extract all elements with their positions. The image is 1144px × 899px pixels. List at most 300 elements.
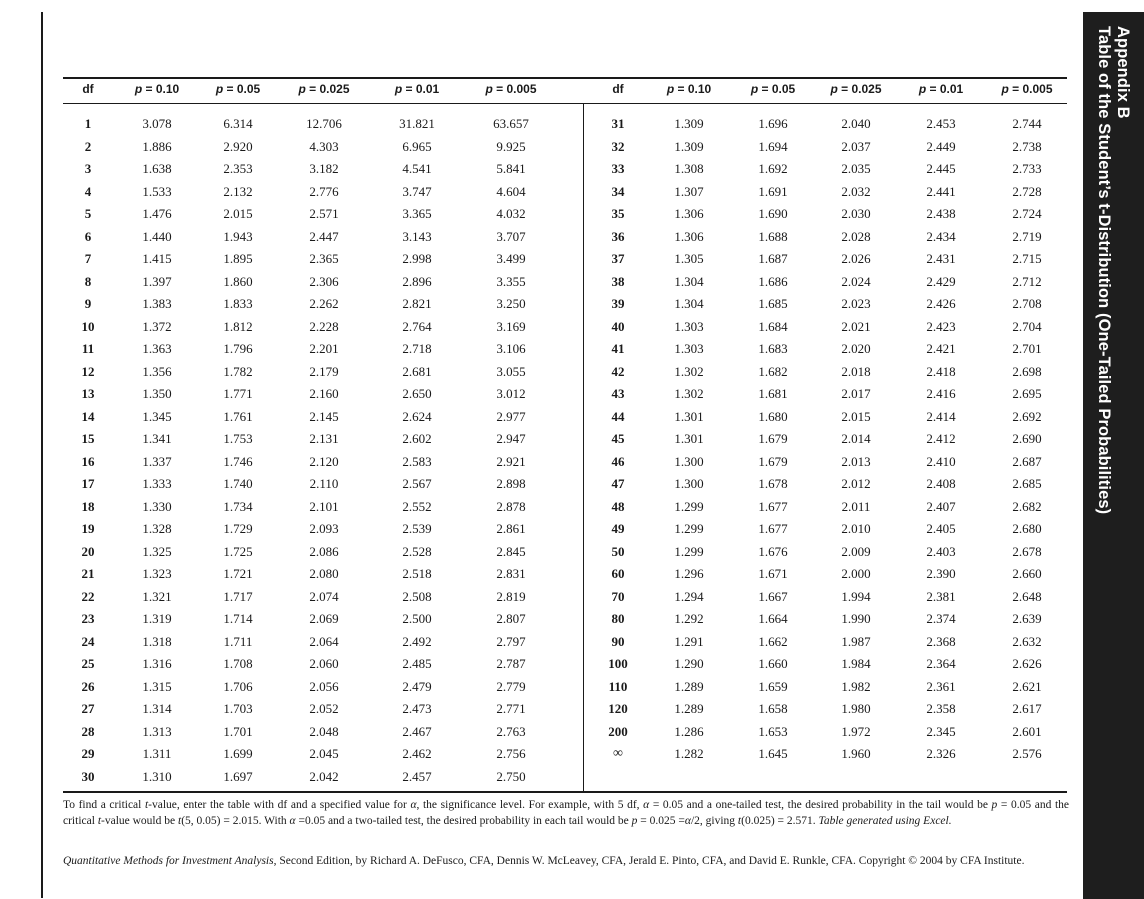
left-header-col-5: p = 0.005: [485, 82, 537, 96]
critical-value-cell: 2.037: [841, 138, 871, 154]
critical-value-cell: 4.032: [496, 206, 526, 221]
critical-value-cell: 2.920: [223, 138, 253, 154]
right-table-row: [0, 454, 1144, 476]
df-cell: 8: [84, 273, 92, 289]
right-header-col-4: p = 0.01: [918, 82, 964, 96]
df-cell: 37: [611, 251, 625, 266]
right-table-row: [0, 229, 1144, 251]
critical-value-cell: 2.064: [309, 633, 339, 649]
critical-value-cell: 1.699: [223, 746, 253, 761]
df-cell: 4: [84, 183, 92, 199]
critical-value-cell: 2.602: [402, 431, 432, 446]
critical-value-cell: 2.364: [926, 656, 956, 671]
critical-value-cell: 2.080: [309, 566, 339, 581]
critical-value-cell: 2.160: [309, 386, 339, 401]
critical-value-cell: 1.694: [758, 138, 788, 154]
appendix-title: Table of the Student’s t-Distribution (One-Tailed Probabilities): [1095, 26, 1113, 515]
critical-value-cell: 3.106: [496, 341, 526, 356]
df-cell: 7: [84, 251, 92, 266]
critical-value-cell: 1.980: [841, 701, 871, 716]
critical-value-cell: 1.316: [142, 656, 172, 671]
right-table-row: [0, 499, 1144, 521]
df-cell: 5: [84, 206, 92, 221]
critical-value-cell: 2.626: [1012, 656, 1042, 671]
right-table-row: [0, 274, 1144, 296]
critical-value-cell: 1.678: [758, 476, 788, 491]
critical-value-cell: 1.683: [758, 341, 788, 356]
critical-value-cell: 1.306: [674, 206, 704, 221]
critical-value-cell: 1.753: [223, 431, 253, 446]
critical-value-cell: 2.712: [1012, 273, 1042, 289]
left-header-col-1: p = 0.10: [134, 82, 180, 96]
critical-value-cell: 2.060: [309, 656, 339, 671]
critical-value-cell: 1.886: [142, 138, 172, 154]
critical-value-cell: 1.686: [758, 273, 788, 289]
df-cell: 20: [81, 543, 95, 559]
critical-value-cell: 1.328: [142, 521, 172, 536]
critical-value-cell: 1.708: [223, 656, 253, 671]
right-table-row: [0, 544, 1144, 566]
df-cell: 32: [611, 138, 625, 154]
critical-value-cell: 2.434: [926, 228, 956, 244]
right-table-row: [0, 139, 1144, 161]
critical-value-cell: 1.653: [758, 723, 788, 739]
critical-value-cell: 1.812: [223, 318, 253, 334]
critical-value-cell: 1.282: [674, 746, 704, 761]
left-header-col-2: p = 0.05: [215, 82, 261, 96]
critical-value-cell: 2.035: [841, 161, 871, 176]
critical-value-cell: 2.052: [309, 701, 339, 716]
critical-value-cell: 1.292: [674, 611, 704, 626]
df-cell: 70: [611, 588, 625, 604]
critical-value-cell: 1.701: [223, 723, 253, 739]
df-cell: 33: [611, 161, 625, 176]
critical-value-cell: 1.301: [674, 431, 704, 446]
critical-value-cell: 1.300: [674, 453, 704, 469]
critical-value-cell: 3.365: [402, 206, 432, 221]
critical-value-cell: 2.845: [496, 543, 526, 559]
critical-value-cell: 1.299: [674, 498, 704, 514]
critical-value-cell: 2.473: [402, 701, 432, 716]
df-cell: 12: [81, 363, 95, 379]
right-table-row: [0, 679, 1144, 701]
df-cell: 80: [611, 611, 625, 626]
critical-value-cell: 1.290: [674, 656, 704, 671]
critical-value-cell: 1.671: [758, 566, 788, 581]
right-table-row: [0, 656, 1144, 678]
df-cell: 45: [611, 431, 625, 446]
df-cell: 29: [81, 746, 95, 761]
critical-value-cell: 2.724: [1012, 206, 1042, 221]
critical-value-cell: 1.638: [142, 161, 172, 176]
critical-value-cell: 1.318: [142, 633, 172, 649]
critical-value-cell: 2.695: [1012, 386, 1042, 401]
critical-value-cell: 2.441: [926, 183, 956, 199]
critical-value-cell: 1.688: [758, 228, 788, 244]
critical-value-cell: 2.779: [496, 678, 526, 694]
critical-value-cell: 1.987: [841, 633, 871, 649]
critical-value-cell: 2.576: [1012, 746, 1042, 761]
df-cell: 30: [81, 768, 95, 784]
df-cell: 24: [81, 633, 95, 649]
critical-value-cell: 2.492: [402, 633, 432, 649]
df-cell: 19: [81, 521, 95, 536]
critical-value-cell: 1.321: [142, 588, 172, 604]
critical-value-cell: 2.449: [926, 138, 956, 154]
critical-value-cell: 2.026: [841, 251, 871, 266]
critical-value-cell: 1.341: [142, 431, 172, 446]
critical-value-cell: 2.624: [402, 408, 432, 424]
critical-value-cell: 2.024: [841, 273, 871, 289]
critical-value-cell: 2.361: [926, 678, 956, 694]
critical-value-cell: 2.678: [1012, 543, 1042, 559]
critical-value-cell: 1.356: [142, 363, 172, 379]
critical-value-cell: 2.042: [309, 768, 339, 784]
critical-value-cell: 1.303: [674, 341, 704, 356]
table-generated-note: Table generated using Excel.: [818, 815, 952, 827]
critical-value-cell: 2.708: [1012, 296, 1042, 311]
df-cell: 6: [84, 228, 92, 244]
critical-value-cell: 2.797: [496, 633, 526, 649]
critical-value-cell: 1.690: [758, 206, 788, 221]
critical-value-cell: 2.045: [309, 746, 339, 761]
critical-value-cell: 2.074: [309, 588, 339, 604]
critical-value-cell: 1.308: [674, 161, 704, 176]
right-table-row: [0, 746, 1144, 768]
critical-value-cell: 2.011: [841, 498, 871, 514]
df-cell: ∞: [613, 746, 623, 761]
source-book-title: Quantitative Methods for Investment Analysis: [63, 855, 274, 867]
critical-value-cell: 3.499: [496, 251, 526, 266]
df-cell: 25: [81, 656, 95, 671]
df-cell: 31: [611, 116, 625, 131]
critical-value-cell: 1.307: [674, 183, 704, 199]
critical-value-cell: 1.330: [142, 498, 172, 514]
right-table-row: [0, 724, 1144, 746]
critical-value-cell: 1.397: [142, 273, 172, 289]
critical-value-cell: 1.319: [142, 611, 172, 626]
critical-value-cell: 2.020: [841, 341, 871, 356]
df-cell: 200: [608, 723, 628, 739]
critical-value-cell: 2.861: [496, 521, 526, 536]
critical-value-cell: 1.301: [674, 408, 704, 424]
critical-value-cell: 2.632: [1012, 633, 1042, 649]
critical-value-cell: 2.738: [1012, 138, 1042, 154]
left-header-df: df: [82, 82, 94, 96]
critical-value-cell: 1.300: [674, 476, 704, 491]
critical-value-cell: 2.787: [496, 656, 526, 671]
right-header-col-1: p = 0.10: [666, 82, 712, 96]
critical-value-cell: 63.657: [493, 116, 529, 131]
critical-value-cell: 1.664: [758, 611, 788, 626]
df-cell: 34: [611, 183, 625, 199]
left-header-col-3: p = 0.025: [298, 82, 350, 96]
critical-value-cell: 1.299: [674, 521, 704, 536]
df-cell: 39: [611, 296, 625, 311]
critical-value-cell: 3.707: [496, 228, 526, 244]
critical-value-cell: 1.782: [223, 363, 253, 379]
critical-value-cell: 1.960: [841, 746, 871, 761]
critical-value-cell: 2.012: [841, 476, 871, 491]
df-cell: 42: [611, 363, 625, 379]
table-header-row: [0, 82, 1144, 100]
critical-value-cell: 5.841: [496, 161, 526, 176]
critical-value-cell: 2.479: [402, 678, 432, 694]
df-cell: 43: [611, 386, 625, 401]
critical-value-cell: 2.093: [309, 521, 339, 536]
critical-value-cell: 1.860: [223, 273, 253, 289]
critical-value-cell: 1.676: [758, 543, 788, 559]
critical-value-cell: 2.998: [402, 251, 432, 266]
critical-value-cell: 1.734: [223, 498, 253, 514]
critical-value-cell: 1.691: [758, 183, 788, 199]
critical-value-cell: 2.403: [926, 543, 956, 559]
df-cell: 21: [81, 566, 95, 581]
critical-value-cell: 2.776: [309, 183, 339, 199]
critical-value-cell: 2.831: [496, 566, 526, 581]
right-table-row: [0, 566, 1144, 588]
critical-value-cell: 1.994: [841, 588, 871, 604]
df-cell: 60: [611, 566, 625, 581]
critical-value-cell: 1.333: [142, 476, 172, 491]
critical-value-cell: 3.747: [402, 183, 432, 199]
df-cell: 3: [84, 161, 92, 176]
critical-value-cell: 1.302: [674, 386, 704, 401]
right-table-row: [0, 251, 1144, 273]
critical-value-cell: 1.692: [758, 161, 788, 176]
critical-value-cell: 2.262: [309, 296, 339, 311]
critical-value-cell: 1.533: [142, 183, 172, 199]
critical-value-cell: 2.010: [841, 521, 871, 536]
critical-value-cell: 1.658: [758, 701, 788, 716]
critical-value-cell: 2.682: [1012, 498, 1042, 514]
critical-value-cell: 2.421: [926, 341, 956, 356]
critical-value-cell: 1.304: [674, 273, 704, 289]
critical-value-cell: 2.690: [1012, 431, 1042, 446]
critical-value-cell: 1.476: [142, 206, 172, 221]
critical-value-cell: 2.685: [1012, 476, 1042, 491]
df-cell: 44: [611, 408, 625, 424]
critical-value-cell: 2.086: [309, 543, 339, 559]
critical-value-cell: 1.833: [223, 296, 253, 311]
critical-value-cell: 2.353: [223, 161, 253, 176]
critical-value-cell: 4.541: [402, 161, 432, 176]
critical-value-cell: 2.015: [223, 206, 253, 221]
critical-value-cell: 2.681: [402, 363, 432, 379]
critical-value-cell: 2.069: [309, 611, 339, 626]
critical-value-cell: 2.445: [926, 161, 956, 176]
critical-value-cell: 2.660: [1012, 566, 1042, 581]
critical-value-cell: 1.310: [142, 768, 172, 784]
critical-value-cell: 1.679: [758, 453, 788, 469]
left-table-row: [0, 769, 1144, 791]
critical-value-cell: 2.756: [496, 746, 526, 761]
critical-value-cell: 2.407: [926, 498, 956, 514]
right-table-row: [0, 341, 1144, 363]
critical-value-cell: 1.305: [674, 251, 704, 266]
critical-value-cell: 1.314: [142, 701, 172, 716]
critical-value-cell: 1.363: [142, 341, 172, 356]
right-table-row: [0, 206, 1144, 228]
critical-value-cell: 1.309: [674, 116, 704, 131]
critical-value-cell: 2.408: [926, 476, 956, 491]
table-bottom-rule: [63, 791, 1067, 793]
right-table-row: [0, 116, 1144, 138]
critical-value-cell: 2.014: [841, 431, 871, 446]
critical-value-cell: 2.201: [309, 341, 339, 356]
df-cell: 38: [611, 273, 625, 289]
df-cell: 28: [81, 723, 95, 739]
critical-value-cell: 2.539: [402, 521, 432, 536]
df-cell: 17: [81, 476, 95, 491]
critical-value-cell: 2.131: [309, 431, 339, 446]
df-cell: 100: [608, 656, 628, 671]
critical-value-cell: 1.313: [142, 723, 172, 739]
critical-value-cell: 1.982: [841, 678, 871, 694]
critical-value-cell: 2.110: [309, 476, 339, 491]
critical-value-cell: 1.771: [223, 386, 253, 401]
critical-value-cell: 3.078: [142, 116, 172, 131]
critical-value-cell: 2.414: [926, 408, 956, 424]
critical-value-cell: 2.639: [1012, 611, 1042, 626]
critical-value-cell: 1.761: [223, 408, 253, 424]
right-table-row: [0, 476, 1144, 498]
critical-value-cell: 1.304: [674, 296, 704, 311]
critical-value-cell: 1.323: [142, 566, 172, 581]
critical-value-cell: 2.101: [309, 498, 339, 514]
critical-value-cell: 2.650: [402, 386, 432, 401]
critical-value-cell: 1.703: [223, 701, 253, 716]
critical-value-cell: 2.552: [402, 498, 432, 514]
critical-value-cell: 2.601: [1012, 723, 1042, 739]
critical-value-cell: 1.667: [758, 588, 788, 604]
critical-value-cell: 2.821: [402, 296, 432, 311]
critical-value-cell: 1.372: [142, 318, 172, 334]
critical-value-cell: 3.182: [309, 161, 339, 176]
critical-value-cell: 2.015: [841, 408, 871, 424]
critical-value-cell: 1.984: [841, 656, 871, 671]
right-header-df: df: [612, 82, 624, 96]
df-cell: 110: [608, 678, 628, 694]
left-header-col-4: p = 0.01: [394, 82, 440, 96]
critical-value-cell: 2.763: [496, 723, 526, 739]
critical-value-cell: 1.337: [142, 453, 172, 469]
critical-value-cell: 2.715: [1012, 251, 1042, 266]
critical-value-cell: 2.567: [402, 476, 432, 491]
critical-value-cell: 1.289: [674, 701, 704, 716]
critical-value-cell: 2.977: [496, 408, 526, 424]
critical-value-cell: 2.410: [926, 453, 956, 469]
critical-value-cell: 2.018: [841, 363, 871, 379]
df-cell: 47: [611, 476, 625, 491]
critical-value-cell: 12.706: [306, 116, 342, 131]
right-table-row: [0, 431, 1144, 453]
critical-value-cell: 2.009: [841, 543, 871, 559]
df-cell: 13: [81, 386, 95, 401]
critical-value-cell: 1.682: [758, 363, 788, 379]
critical-value-cell: 2.744: [1012, 116, 1042, 131]
critical-value-cell: 1.645: [758, 746, 788, 761]
critical-value-cell: 3.355: [496, 273, 526, 289]
critical-value-cell: 2.056: [309, 678, 339, 694]
critical-value-cell: 1.299: [674, 543, 704, 559]
critical-value-cell: 2.457: [402, 768, 432, 784]
critical-value-cell: 2.718: [402, 341, 432, 356]
critical-value-cell: 1.294: [674, 588, 704, 604]
critical-value-cell: 2.692: [1012, 408, 1042, 424]
critical-value-cell: 2.719: [1012, 228, 1042, 244]
critical-value-cell: 1.740: [223, 476, 253, 491]
df-cell: 26: [81, 678, 95, 694]
critical-value-cell: 1.972: [841, 723, 871, 739]
critical-value-cell: 2.374: [926, 611, 956, 626]
critical-value-cell: 1.311: [142, 746, 172, 761]
critical-value-cell: 2.447: [309, 228, 339, 244]
critical-value-cell: 1.943: [223, 228, 253, 244]
critical-value-cell: 1.415: [142, 251, 172, 266]
critical-value-cell: 1.697: [223, 768, 253, 784]
critical-value-cell: 2.120: [309, 453, 339, 469]
df-cell: 14: [81, 408, 95, 424]
df-cell: 41: [611, 341, 625, 356]
critical-value-cell: 2.878: [496, 498, 526, 514]
df-cell: 2: [84, 138, 92, 154]
critical-value-cell: 1.714: [223, 611, 253, 626]
df-cell: 46: [611, 453, 625, 469]
critical-value-cell: 1.729: [223, 521, 253, 536]
critical-value-cell: 2.412: [926, 431, 956, 446]
critical-value-cell: 2.728: [1012, 183, 1042, 199]
critical-value-cell: 6.965: [402, 138, 432, 154]
critical-value-cell: 1.685: [758, 296, 788, 311]
right-table-row: [0, 161, 1144, 183]
df-cell: 11: [81, 341, 95, 356]
critical-value-cell: 2.040: [841, 116, 871, 131]
critical-value-cell: 1.721: [223, 566, 253, 581]
right-table-row: [0, 386, 1144, 408]
critical-value-cell: 1.990: [841, 611, 871, 626]
right-table-row: [0, 184, 1144, 206]
right-table-row: [0, 296, 1144, 318]
critical-value-cell: 2.017: [841, 386, 871, 401]
right-table-row: [0, 364, 1144, 386]
df-cell: 90: [611, 633, 625, 649]
df-cell: 15: [81, 431, 95, 446]
critical-value-cell: 4.604: [496, 183, 526, 199]
df-cell: 40: [611, 318, 625, 334]
critical-value-cell: 6.314: [223, 116, 253, 131]
critical-value-cell: 2.771: [496, 701, 526, 716]
critical-value-cell: 1.660: [758, 656, 788, 671]
critical-value-cell: 2.326: [926, 746, 956, 761]
critical-value-cell: 2.416: [926, 386, 956, 401]
critical-value-cell: 2.228: [309, 318, 339, 334]
right-header-col-5: p = 0.005: [1001, 82, 1053, 96]
critical-value-cell: 2.583: [402, 453, 432, 469]
critical-value-cell: 2.750: [496, 768, 526, 784]
appendix-label: Appendix B: [1114, 26, 1132, 119]
critical-value-cell: 1.302: [674, 363, 704, 379]
critical-value-cell: 2.485: [402, 656, 432, 671]
critical-value-cell: 1.895: [223, 251, 253, 266]
df-cell: 27: [81, 701, 95, 716]
critical-value-cell: 2.704: [1012, 318, 1042, 334]
critical-value-cell: 2.921: [496, 453, 526, 469]
critical-value-cell: 2.368: [926, 633, 956, 649]
critical-value-cell: 2.423: [926, 318, 956, 334]
critical-value-cell: 2.819: [496, 588, 526, 604]
critical-value-cell: 2.898: [496, 476, 526, 491]
